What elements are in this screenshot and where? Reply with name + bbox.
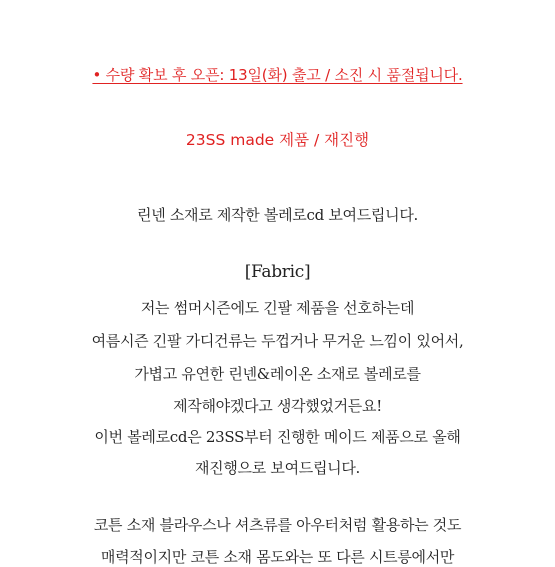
product-subtitle: 23SS made 제품 / 재진행: [185, 131, 370, 149]
fabric-line: 여름시즌 긴팔 가디건류는 두껍거나 무거운 느낌이 있어서,: [91, 332, 464, 350]
fabric-line: 제작해야겠다고 생각했었거든요!: [173, 397, 382, 415]
cotton-line: 매력적이지만 코튼 소재 몸도와는 또 다른 시트릉에서만: [100, 548, 455, 566]
fabric-line: 재진행으로 보여드립니다.: [194, 459, 361, 477]
fabric-line: 이번 볼레로cd은 23SS부터 진행한 메이드 제품으로 올해: [94, 428, 461, 446]
stock-notice: [0, 64, 555, 85]
fabric-line: 가볍고 유연한 린넨&레이온 소재로 볼레로를: [134, 365, 421, 383]
cotton-line: 코튼 소재 블라우스나 셔츠류를 아우터처럼 활용하는 것도: [93, 516, 462, 534]
intro-text: 린넨 소재로 제작한 볼레로cd 보여드립니다.: [137, 206, 418, 224]
stock-notice-text: • 수량 확보 후 오픈: 13일(화) 출고 / 소진 시 품절됩니다.: [92, 66, 463, 84]
fabric-line: 저는 썸머시즌에도 긴팔 제품을 선호하는데: [140, 299, 415, 317]
fabric-heading: [Fabric]: [244, 262, 311, 282]
